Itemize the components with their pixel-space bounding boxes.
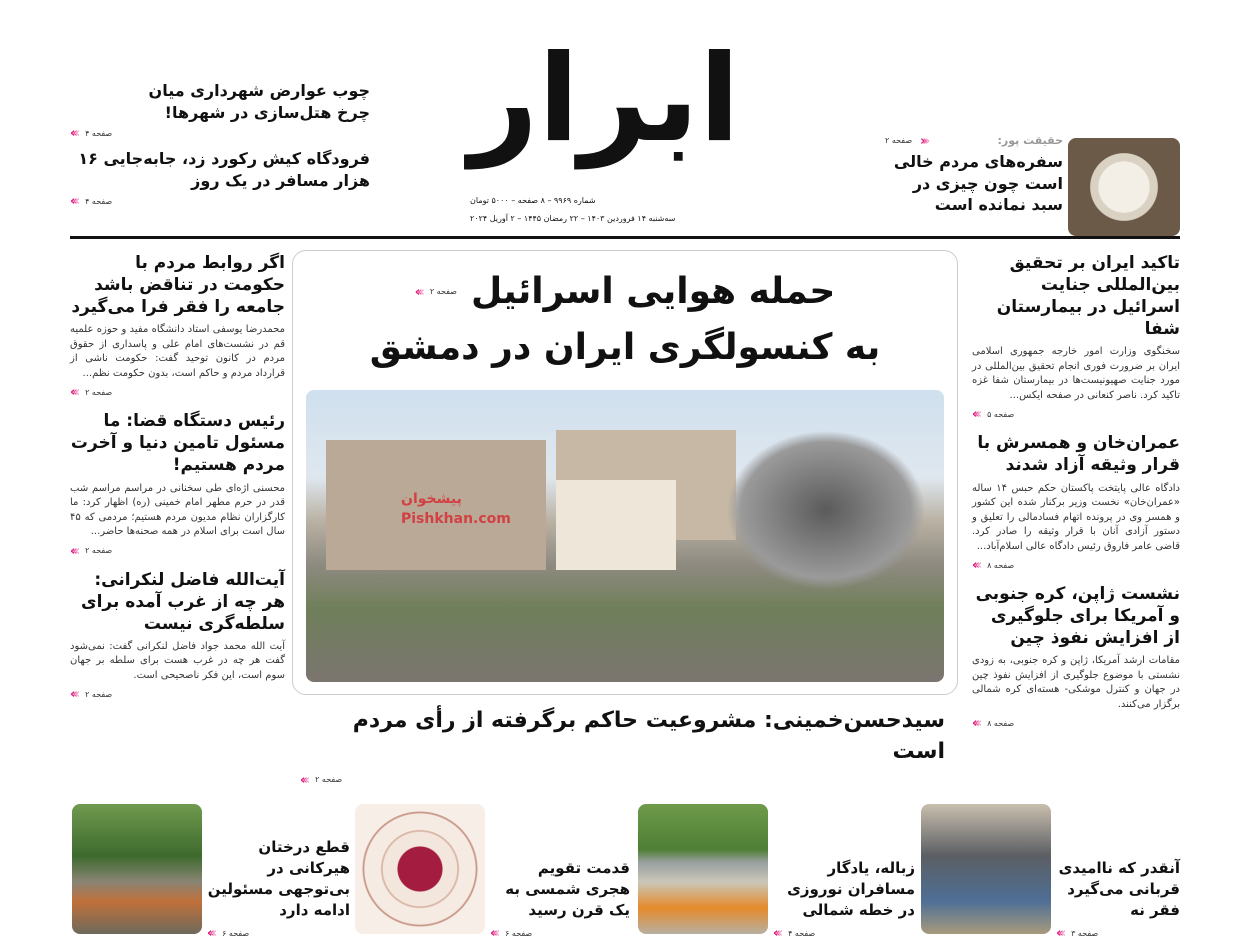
- top-right-headline[interactable]: سفره‌های مردم خالی است چون چیزی در سبد نمانده است: [893, 152, 1063, 215]
- page-label: صفحه ۲: [85, 690, 113, 700]
- chevron-icon: ‹‹‹: [70, 194, 78, 210]
- left-story-3-headline[interactable]: آیت‌الله فاضل لنکرانی: هر چه از غرب آمده برای سلطه‌گری نیست: [81, 569, 285, 634]
- page-ref[interactable]: [70, 127, 370, 140]
- masthead-rule: [70, 236, 1180, 239]
- right-story-3-headline[interactable]: نشست ژاپن، کره جنوبی و آمریکا برای جلوگیری از افزایش نفوذ چین: [975, 584, 1180, 649]
- sub-page-ref[interactable]: [300, 774, 945, 787]
- right-story-3: [972, 583, 1180, 730]
- page-ref[interactable]: [70, 688, 285, 701]
- page-ref[interactable]: [490, 927, 630, 940]
- chevron-icon: ‹‹‹: [972, 716, 980, 732]
- chevron-icon: ‹‹‹: [414, 284, 422, 300]
- calendar-manuscript-photo: [355, 804, 485, 934]
- left-story-1: [70, 252, 285, 399]
- left-story-2-body: محسنی اژه‌ای طی سخنانی در مراسم مراسم شب قدر در حرم مطهر امام خمینی (ره) اظهار کرد: ما کارگزاران نظام مدیون مردم هستیم؛ مردمی که ۴۵ سال است برای اسلام در همه صحنه‌ها حاضر...: [70, 482, 285, 538]
- chevron-icon: ‹‹‹: [773, 926, 781, 941]
- top-right-kicker: حقیقت پور:: [997, 134, 1063, 147]
- main-headline-2[interactable]: به کنسولگری ایران در دمشق: [369, 327, 881, 368]
- chevron-icon: ‹‹‹: [70, 385, 78, 401]
- page-label: صفحه ۴: [788, 928, 816, 938]
- page-ref[interactable]: [70, 545, 285, 558]
- left-story-3-body: آیت الله محمد جواد فاضل لنکرانی گفت: نمی‌شود گفت هر چه در غرب هست برای سلطه بر جهان سوم است، این فکر ناصحیحی است.: [70, 640, 285, 681]
- bottom-story-3-headline[interactable]: قدمت تقویم هجری شمسی به یک قرن رسید: [505, 859, 630, 919]
- page-label: صفحه ۲: [315, 775, 343, 785]
- page-label: صفحه ۵: [987, 410, 1015, 420]
- chevron-icon: ‹‹‹: [70, 687, 78, 703]
- left-story-3: [70, 569, 285, 702]
- left-column: [70, 252, 285, 707]
- chevron-icon: ‹‹‹: [207, 926, 215, 941]
- felled-trees-photo: [72, 804, 202, 934]
- chevron-icon: ‹‹‹: [70, 543, 78, 559]
- page-ref[interactable]: [972, 559, 1180, 572]
- right-story-2-headline[interactable]: عمران‌خان و همسرش با قرار وثیقه آزاد شدند: [977, 433, 1180, 476]
- page-label: صفحه ۲: [85, 546, 113, 556]
- page-label: صفحه ۸: [987, 560, 1015, 570]
- right-story-3-body: مقامات ارشد آمریکا، ژاپن و کره جنوبی، به زودی نشستی با موضوع جلوگیری از افزایش نفوذ چین در جهان و کنترل موشکی- هسته‌ای کره شمالی برگزار می‌کنند.: [972, 655, 1180, 710]
- right-story-1-body: سخنگوی وزارت امور خارجه جمهوری اسلامی ایران بر ضرورت فوری انجام تحقیق بین‌المللی در مورد جنایت صهیونیست‌ها در بیمارستان شفا غزه تاکید کرد. ناصر کنعانی در صفحه ایکس...: [972, 346, 1180, 401]
- top-right-page-ref[interactable]: [885, 135, 927, 148]
- left-story-2-headline[interactable]: رئیس دستگاه قضا: ما مسئول تامین دنیا و آخرت مردم هستیم!: [70, 411, 285, 476]
- chevron-icon: ›››: [920, 133, 928, 149]
- despair-photo: [921, 804, 1051, 934]
- top-left-headline-2[interactable]: فرودگاه کیش رکورد زد، جابه‌جایی ۱۶ هزار مسافر در یک روز: [78, 149, 370, 190]
- page-ref[interactable]: [773, 927, 915, 940]
- page-label: صفحه ۴: [85, 197, 113, 207]
- date-line: سه‌شنبه ۱۴ فروردین ۱۴۰۳ – ۲۲ رمضان ۱۴۴۵ – ۲ آوریل ۲۰۲۴: [470, 214, 676, 223]
- garbage-photo: [638, 804, 768, 934]
- chevron-icon: ‹‹‹: [972, 407, 980, 423]
- page-label: صفحه ۲: [885, 136, 913, 146]
- right-story-1: [972, 252, 1180, 421]
- right-story-2-body: دادگاه عالی پایتخت پاکستان حکم حبس ۱۴ ساله «عمران‌خان» نخست وزیر برکنار شده این کشور و همسر وی در پرونده اتهام فسادمالی را تعلیق و دستور آزادی آنان با قرار وثیقه را صادر کرد. قاضی عامر فاروق رئیس دادگاه عالی اسلام‌آباد...: [972, 482, 1180, 552]
- masthead-logo: ابرار: [468, 30, 740, 169]
- left-story-1-headline[interactable]: اگر روابط مردم با حکومت در تناقض باشد جامعه را فقر فرا می‌گیرد: [71, 253, 285, 318]
- page-ref[interactable]: [1056, 927, 1180, 940]
- main-page-ref[interactable]: [415, 286, 457, 299]
- issue-line: شماره ۹۹۶۹ – ۸ صفحه – ۵۰۰۰ تومان: [470, 196, 596, 205]
- chevron-icon: ‹‹‹: [490, 926, 498, 941]
- empty-plate-photo: [1068, 138, 1180, 236]
- page-ref[interactable]: [70, 386, 285, 399]
- left-story-2: [70, 410, 285, 557]
- bottom-story-2-headline[interactable]: زباله، یادگار مسافران نوروزی در خطه شمالی: [787, 859, 915, 919]
- page-label: صفحه ۶: [222, 928, 250, 938]
- chevron-icon: ‹‹‹: [1056, 926, 1064, 941]
- damascus-strike-photo: [306, 390, 944, 682]
- right-column: [972, 252, 1180, 736]
- main-sub-headline[interactable]: سیدحسن‌خمینی: مشروعیت حاکم برگرفته از رأی مردم است: [352, 708, 945, 764]
- chevron-icon: ‹‹‹: [70, 126, 78, 142]
- page-label: صفحه ۲: [429, 287, 457, 297]
- page-ref[interactable]: [972, 408, 1180, 421]
- page-label: صفحه ۴: [85, 128, 113, 138]
- page-ref[interactable]: [70, 195, 370, 208]
- bottom-story-4-headline[interactable]: قطع درختان هیرکانی در بی‌توجهی مسئولین ادامه دارد: [207, 838, 350, 919]
- page-label: صفحه ۸: [987, 719, 1015, 729]
- chevron-icon: ‹‹‹: [300, 772, 308, 788]
- top-left-headline-1[interactable]: چوب عوارض شهرداری میان چرخ هتل‌سازی در شهرها!: [148, 81, 370, 122]
- left-story-1-body: محمدرضا یوسفی استاد دانشگاه مفید و حوزه علمیه قم در نشست‌های امام علی و پاسداری از حقوق مردم در کانون توحید گفت: حکومت ناشی از قرارداد مردم و حاکم است، بدون حکومت نظم...: [70, 324, 285, 379]
- bottom-story-1-headline[interactable]: آنقدر که ناامیدی قربانی می‌گیرد فقر نه: [1058, 859, 1180, 919]
- photo-watermark: پیشخوان Pishkhan.com: [401, 491, 511, 527]
- right-story-2: [972, 432, 1180, 572]
- page-label: صفحه ۳: [1071, 928, 1099, 938]
- page-label: صفحه ۲: [85, 387, 113, 397]
- page-ref[interactable]: [207, 927, 350, 940]
- chevron-icon: ‹‹‹: [972, 558, 980, 574]
- page-label: صفحه ۶: [505, 928, 533, 938]
- page-ref[interactable]: [972, 717, 1180, 730]
- right-story-1-headline[interactable]: تاکید ایران بر تحقیق بین‌المللی جنایت اسرائیل در بیمارستان شفا: [996, 253, 1180, 340]
- main-headline-1[interactable]: حمله هوایی اسرائیل: [470, 271, 836, 312]
